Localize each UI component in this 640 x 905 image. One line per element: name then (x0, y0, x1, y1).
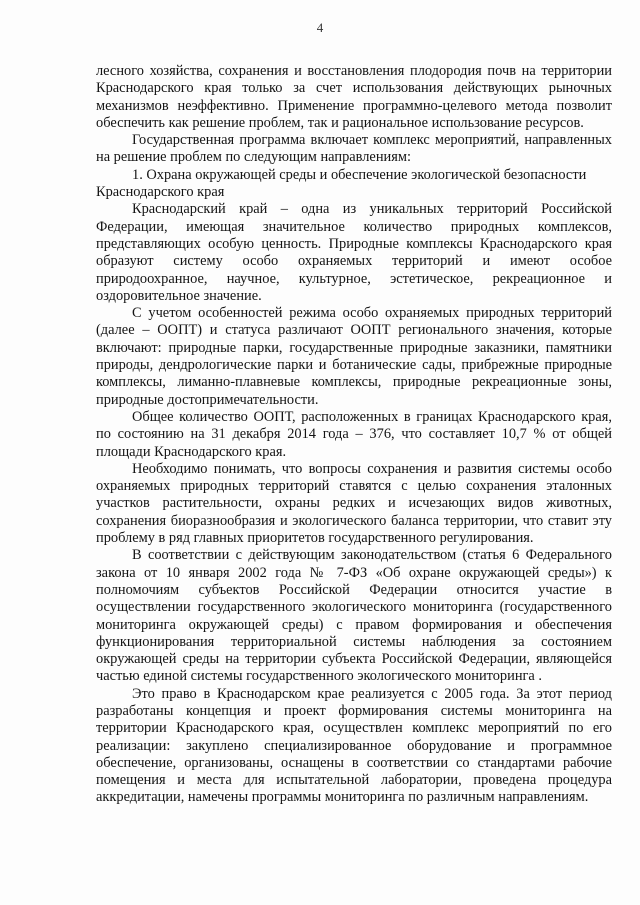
document-body (96, 63, 612, 807)
paragraph-conservation-priorities: Необходимо понимать, что вопросы сохранения и развития системы особо охраняемых природных территорий ставятся с целью сохранения эталонных участков растительности, охраны редких и исчезающих видов животных, сохранения биоразнообразия и экологического баланса территории, что ставит эту проблему в ряд главных приоритетов государственного регулирования. (96, 460, 612, 547)
paragraph-protected-areas-count: Общее количество ООПТ, расположенных в границах Краснодарского края, по состоянию на 31 декабря 2014 года – 376, что составляет 10,7 % от общей площади Краснодарского края. (96, 408, 612, 460)
paragraph-unique-territories: Краснодарский край – одна из уникальных территорий Российской Федерации, имеющая значительное количество природных комплексов, представляющих особую ценность. Природные комплексы Краснодарского края образуют систему особо охраняемых территорий и имеют особое природоохранное, научное, культурное, эстетическое, рекреационное и оздоровительное значение. (96, 201, 612, 304)
paragraph-legislation-monitoring: В соответствии с действующим законодательством (статья 6 Федерального закона от 10 января 2002 года № 7-ФЗ «Об охране окружающей среды») к полномочиям субъектов Российской Федерации относится участие в осуществлении государственного экологического мониторинга (государственного мониторинга окружающей среды) с правом формирования и обеспечения функционирования территориальной системы наблюдения за состоянием окружающей среды на территории субъекта Российской Федерации, являющейся частью единой системы государственного экологического мониторинга . (96, 547, 612, 685)
page-number: 4 (316, 20, 324, 35)
paragraph-forestry-continuation: лесного хозяйства, сохранения и восстановления плодородия почв на территории Краснодарского края только за счет использования действующих рыночных механизмов неэффективно. Применение программно-целевого метода позволит обеспечить как решение проблем, так и рациональное использование ресурсов. (96, 63, 612, 131)
paragraph-program-directions: Государственная программа включает комплекс мероприятий, направленных на решение проблем по следующим направлениям: (96, 132, 612, 166)
paragraph-monitoring-since-2005: Это право в Краснодарском крае реализуется с 2005 года. За этот период разработаны концепция и проект формирования системы мониторинга на территории Краснодарского края, осуществлен комплекс мероприятий по его реализации: закуплено специализированное оборудование и программное обеспечение, организованы, оснащены в соответствии со стандартами рабочие помещения и места для испытательной лаборатории, проведена процедура аккредитации, намечены программы мониторинга по различным направлениям. (96, 685, 612, 806)
paragraph-protected-areas-types: С учетом особенностей режима особо охраняемых природных территорий (далее – ООПТ) и статуса различают ООПТ регионального значения, которые включают: природные парки, государственные природные заказники, памятники природы, дендрологические парки и ботанические сады, прибрежные природные комплексы, лиманно-плавневые комплексы, природные рекреационные зоны, природные достопримечательности. (96, 305, 612, 408)
section-heading-environment: 1. Охрана окружающей среды и обеспечение экологической безопасности Краснодарского края (96, 166, 587, 201)
